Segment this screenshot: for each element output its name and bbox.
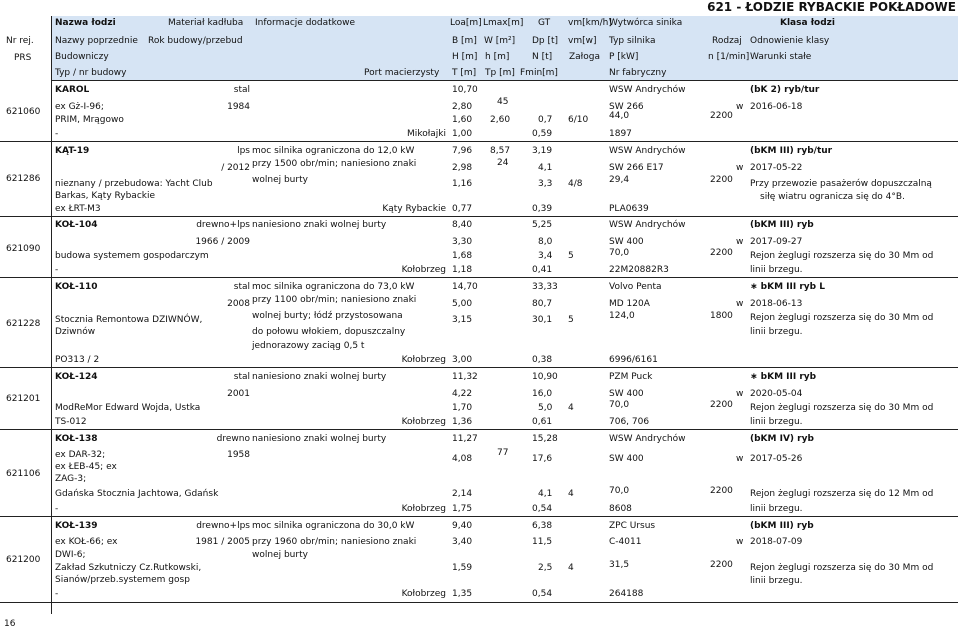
hull-type-number: - (55, 129, 59, 139)
engine-kind: w (736, 102, 744, 112)
previous-names-line-3: ZAG-3; (55, 474, 87, 484)
gt-value: 3,19 (532, 146, 553, 156)
engine-maker: ZPC Ursus (609, 521, 656, 531)
factory-number: 8608 (609, 504, 632, 514)
capacity-value: 3,4 (538, 251, 553, 261)
hdr-w: W [m²] (484, 36, 516, 46)
hull-material: drewno+lps (196, 220, 250, 230)
hdr-nazwa: Nazwa łodzi (55, 18, 116, 28)
draft-value: 0,77 (452, 204, 473, 214)
build-year: 2001 (227, 389, 250, 399)
conditions-line-2: linii brzegu. (750, 576, 803, 586)
record-divider (0, 602, 958, 603)
displacement-value: 11,5 (532, 537, 553, 547)
build-year: 1958 (227, 450, 250, 460)
hull-type-number: - (55, 504, 59, 514)
previous-names-line-2: ex ŁEB-45; ex (55, 462, 117, 472)
builder-line-1: Zakład Szkutniczy Cz.Rutkowski, (55, 563, 202, 573)
record-divider (0, 216, 958, 217)
rpm-value: 2200 (710, 175, 733, 185)
conditions-line-2: linii brzegu. (750, 265, 803, 275)
page-title: 621 - ŁODZIE RYBACKIE POKŁADOWE (707, 0, 956, 14)
beam-value: 3,40 (452, 537, 473, 547)
class-renewal: 2018-07-09 (750, 537, 803, 547)
engine-type: MD 120A (609, 299, 650, 309)
boat-name: KOŁ-110 (55, 282, 98, 292)
loa-value: 9,40 (452, 521, 473, 531)
freeboard-min-value: 0,54 (532, 589, 553, 599)
capacity-value: 30,1 (532, 315, 553, 325)
engine-maker: WSW Andrychów (609, 434, 686, 444)
registry-number: 621200 (6, 555, 41, 565)
hull-type-number: PO313 / 2 (55, 355, 100, 365)
depth-value: 2,14 (452, 489, 473, 499)
home-port: Kołobrzeg (401, 265, 446, 275)
hdr-klasa: Klasa łodzi (780, 18, 835, 28)
builder-line-2: Dziwnów (55, 327, 96, 337)
power-value: 70,0 (609, 486, 630, 496)
engine-type: SW 400 (609, 454, 644, 464)
engine-kind: w (736, 389, 744, 399)
previous-names-line-1: ex DAR-32; (55, 450, 106, 460)
beam-value: 2,80 (452, 102, 473, 112)
builder-line-2: Barkas, Kąty Rybackie (55, 191, 156, 201)
draft-value: 1,18 (452, 265, 473, 275)
home-port: Kołobrzeg (401, 589, 446, 599)
hull-material: lps (237, 146, 250, 156)
freeboard-min-value: 0,54 (532, 504, 553, 514)
class-renewal: 2017-05-26 (750, 454, 803, 464)
hull-material: stal (233, 372, 250, 382)
previous-names-line-2: DWI-6; (55, 550, 86, 560)
conditions-line-1: Rejon żeglugi rozszerza się do 12 Mm od (750, 489, 934, 499)
builder-line-1: Stocznia Remontowa DZIWNÓW, (55, 315, 203, 325)
conditions-line-2: linii brzegu. (750, 504, 803, 514)
loa-value: 10,70 (452, 85, 478, 95)
previous-names: ex Gż-I-96; (55, 102, 104, 112)
rpm-value: 2200 (710, 248, 733, 258)
power-value: 31,5 (609, 560, 630, 570)
registry-number: 621201 (6, 394, 41, 404)
record-divider (0, 429, 958, 430)
info-line-1: moc silnika ograniczona do 12,0 kW (252, 146, 415, 156)
boat-class: (bK 2) ryb/tur (750, 85, 820, 95)
freeboard-min-value: 0,61 (532, 417, 553, 427)
engine-maker: PZM Puck (609, 372, 653, 382)
record-divider (0, 277, 958, 278)
draft-value: 3,00 (452, 355, 473, 365)
gt-value: 15,28 (532, 434, 558, 444)
home-port: Kąty Rybackie (382, 204, 446, 214)
prs-label: PRS (14, 53, 32, 63)
column-divider (51, 16, 52, 614)
loa-value: 11,27 (452, 434, 478, 444)
crew-value: 5 (568, 315, 574, 325)
capacity-value: 0,7 (538, 115, 553, 125)
info-line-2: przy 1100 obr/min; naniesiono znaki (252, 295, 417, 305)
builder: ModReMor Edward Wojda, Ustka (55, 403, 201, 413)
hull-type-number: TS-012 (55, 417, 87, 427)
hdr-info: Informacje dodatkowe (255, 18, 355, 28)
engine-type: SW 266 E17 (609, 163, 664, 173)
info-line-1: moc silnika ograniczona do 73,0 kW (252, 282, 415, 292)
engine-kind: w (736, 454, 744, 464)
beam-value: 2,98 (452, 163, 473, 173)
sail-area-value: 24 (497, 158, 509, 168)
beam-value: 4,08 (452, 454, 473, 464)
hdr-t: T [m] (452, 68, 477, 78)
sail-area-value: 45 (497, 97, 509, 107)
hdr-vm: vm[km/h] (568, 18, 612, 28)
builder: PRIM, Mrągowo (55, 115, 124, 125)
gt-value: 10,90 (532, 372, 558, 382)
info-line-3: wolnej burty (252, 175, 308, 185)
factory-number: 22M20882R3 (609, 265, 669, 275)
build-year: 1981 / 2005 (195, 537, 250, 547)
loa-value: 8,40 (452, 220, 473, 230)
registry-number: 621106 (6, 469, 41, 479)
power-value: 70,0 (609, 400, 630, 410)
build-year: 2008 (227, 299, 250, 309)
hdr-gt: GT (538, 18, 551, 28)
draft-value: 1,00 (452, 129, 473, 139)
factory-number: 264188 (609, 589, 644, 599)
build-year: / 2012 (221, 163, 250, 173)
boat-name: KAROL (55, 85, 90, 95)
gt-value: 5,25 (532, 220, 553, 230)
engine-kind: w (736, 237, 744, 247)
boat-class: (bKM III) ryb (750, 220, 814, 230)
class-renewal: 2017-05-22 (750, 163, 803, 173)
engine-kind: w (736, 163, 744, 173)
hull-material: drewno+lps (196, 521, 250, 531)
conditions-line-1: Rejon żeglugi rozszerza się do 30 Mm od (750, 403, 934, 413)
draft-value: 1,75 (452, 504, 473, 514)
builder-line-1: nieznany / przebudowa: Yacht Club (55, 179, 213, 189)
freeboard-min-value: 0,41 (532, 265, 553, 275)
sail-area-value: 77 (497, 448, 509, 458)
hdr-h: H [m] (452, 52, 478, 62)
loa-value: 14,70 (452, 282, 478, 292)
conditions-line-2: linii brzegu. (750, 327, 803, 337)
page-number: 16 (4, 619, 16, 629)
record-divider (0, 141, 958, 142)
depth-value: 1,16 (452, 179, 473, 189)
factory-number: PLA0639 (609, 204, 649, 214)
power-value: 29,4 (609, 175, 630, 185)
capacity-value: 2,5 (538, 563, 553, 573)
factory-number: 6996/6161 (609, 355, 658, 365)
hdr-lmax: Lmax[m] (483, 18, 524, 28)
capacity-value: 3,3 (538, 179, 553, 189)
crew-value: 6/10 (568, 115, 589, 125)
engine-type: SW 400 (609, 237, 644, 247)
registry-number: 621060 (6, 107, 41, 117)
hdr-odnowienie: Odnowienie klasy (750, 36, 830, 46)
engine-maker: WSW Andrychów (609, 220, 686, 230)
capacity-value: 4,1 (538, 489, 553, 499)
build-year: 1966 / 2009 (195, 237, 250, 247)
loa-value: 11,32 (452, 372, 478, 382)
conditions-line-2: siłę wiatru ogranicza się do 4°B. (760, 192, 905, 202)
hull-type-number: ex ŁRT-M3 (55, 204, 101, 214)
home-port: Mikołajki (407, 129, 446, 139)
engine-type: SW 400 (609, 389, 644, 399)
rpm-value: 2200 (710, 111, 733, 121)
hdr-p: P [kW] (609, 52, 639, 62)
info-line-1: naniesiono znaki wolnej burty (252, 434, 387, 444)
boat-class: (bKM IV) ryb (750, 434, 814, 444)
hdr-rok: Rok budowy/przebud (148, 36, 243, 46)
hdr-poprzednie: Nazwy poprzednie (55, 36, 138, 46)
boat-name: KOŁ-139 (55, 521, 98, 531)
engine-kind: w (736, 537, 744, 547)
boat-name: KOŁ-104 (55, 220, 98, 230)
factory-number: 1897 (609, 129, 632, 139)
crew-value: 5 (568, 251, 574, 261)
home-port: Kołobrzeg (401, 417, 446, 427)
hdr-warunki: Warunki stałe (750, 52, 812, 62)
header-bottom-rule (51, 80, 958, 81)
hull-material: stal (233, 282, 250, 292)
displacement-value: 8,0 (538, 237, 553, 247)
gt-value: 6,38 (532, 521, 553, 531)
depth-value: 3,15 (452, 315, 473, 325)
home-port: Kołobrzeg (401, 504, 446, 514)
registry-number: 621286 (6, 174, 41, 184)
power-value: 70,0 (609, 248, 630, 258)
boat-class: ∗ bKM III ryb (750, 372, 817, 382)
info-line-1: naniesiono znaki wolnej burty (252, 372, 387, 382)
displacement-value: 4,1 (538, 163, 553, 173)
nr-rej-label: Nr rej. (6, 36, 34, 46)
hdr-n: n [1/min] (708, 52, 750, 62)
class-renewal: 2018-06-13 (750, 299, 803, 309)
engine-kind: w (736, 299, 744, 309)
hdr-dp: Dp [t] (532, 36, 559, 46)
depth-value: 1,70 (452, 403, 473, 413)
hdr-wytworca: Wytwórca sinika (609, 18, 683, 28)
rpm-value: 2200 (710, 400, 733, 410)
draft-value: 1,35 (452, 589, 473, 599)
boat-name: KOŁ-138 (55, 434, 98, 444)
hdr-tp: Tp [m] (485, 68, 515, 78)
beam-value: 3,30 (452, 237, 473, 247)
power-value: 124,0 (609, 311, 635, 321)
displacement-value: 80,7 (532, 299, 553, 309)
beam-value: 5,00 (452, 299, 473, 309)
info-line-3: wolnej burty (252, 550, 308, 560)
depth-value: 1,60 (452, 115, 473, 125)
rpm-value: 2200 (710, 560, 733, 570)
factory-number: 706, 706 (609, 417, 650, 427)
freeboard-h-value: 2,60 (490, 115, 511, 125)
depth-value: 1,59 (452, 563, 473, 573)
boat-class: (bKM III) ryb (750, 521, 814, 531)
displacement-value: 16,0 (532, 389, 553, 399)
hdr-budowniczy: Budowniczy (55, 52, 109, 62)
conditions-line-1: Przy przewozie pasażerów dopuszczalną (750, 179, 932, 189)
info-line-1: moc silnika ograniczona do 30,0 kW (252, 521, 415, 531)
beam-value: 4,22 (452, 389, 473, 399)
engine-maker: WSW Andrychów (609, 146, 686, 156)
class-renewal: 2017-09-27 (750, 237, 803, 247)
engine-type: SW 266 (609, 102, 644, 112)
info-line-2: przy 1960 obr/min; naniesiono znaki (252, 537, 417, 547)
builder-line-2: Sianów/przeb.systemem gosp (55, 575, 190, 585)
rpm-value: 2200 (710, 486, 733, 496)
depth-value: 1,68 (452, 251, 473, 261)
displacement-value: 17,6 (532, 454, 553, 464)
hdr-zaloga: Załoga (569, 52, 600, 62)
hull-type-number: - (55, 265, 59, 275)
loa-value: 7,96 (452, 146, 473, 156)
lmax-value: 8,57 (490, 146, 511, 156)
freeboard-min-value: 0,59 (532, 129, 553, 139)
record-divider (0, 367, 958, 368)
home-port: Kołobrzeg (401, 355, 446, 365)
registry-number: 621228 (6, 319, 41, 329)
engine-maker: Volvo Penta (609, 282, 662, 292)
class-renewal: 2020-05-04 (750, 389, 803, 399)
builder: budowa systemem gospodarczym (55, 251, 209, 261)
hdr-nr-fab: Nr fabryczny (609, 68, 667, 78)
freeboard-min-value: 0,39 (532, 204, 553, 214)
previous-names-line-1: ex KOŁ-66; ex (55, 537, 118, 547)
info-line-1: naniesiono znaki wolnej burty (252, 220, 387, 230)
gt-value: 33,33 (532, 282, 558, 292)
hdr-typ: Typ silnika (609, 36, 656, 46)
hdr-material: Materiał kadłuba (168, 18, 244, 28)
conditions-line-1: Rejon żeglugi rozszerza się do 30 Mm od (750, 313, 934, 323)
hdr-port: Port macierzysty (364, 68, 440, 78)
rpm-value: 1800 (710, 311, 733, 321)
engine-maker: WSW Andrychów (609, 85, 686, 95)
record-divider (0, 516, 958, 517)
hdr-b: B [m] (452, 36, 477, 46)
hdr-vmw: vm[w] (568, 36, 597, 46)
conditions-line-1: Rejon żeglugi rozszerza się do 30 Mm od (750, 251, 934, 261)
info-line-5: jednorazowy zaciąg 0,5 t (252, 341, 365, 351)
conditions-line-2: linii brzegu. (750, 417, 803, 427)
capacity-value: 5,0 (538, 403, 553, 413)
crew-value: 4 (568, 489, 574, 499)
hdr-rodzaj: Rodzaj (712, 36, 742, 46)
boat-class: (bKM III) ryb/tur (750, 146, 833, 156)
hdr-nt: N [t] (532, 52, 553, 62)
hdr-fmin: Fmin[m] (520, 68, 558, 78)
crew-value: 4 (568, 563, 574, 573)
class-renewal: 2016-06-18 (750, 102, 803, 112)
crew-value: 4 (568, 403, 574, 413)
draft-value: 1,36 (452, 417, 473, 427)
power-value: 44,0 (609, 111, 630, 121)
freeboard-min-value: 0,38 (532, 355, 553, 365)
info-line-3: wolnej burty; łódź przystosowana (252, 311, 403, 321)
crew-value: 4/8 (568, 179, 583, 189)
hdr-typ-nr: Typ / nr budowy (55, 68, 127, 78)
registry-number: 621090 (6, 244, 41, 254)
boat-class: ∗ bKM III ryb L (750, 282, 825, 292)
info-line-4: do połowu włokiem, dopuszczalny (252, 327, 406, 337)
boat-name: KĄT-19 (55, 146, 90, 156)
builder: Gdańska Stocznia Jachtowa, Gdańsk (55, 489, 219, 499)
engine-type: C-4011 (609, 537, 642, 547)
hull-material: stal (233, 85, 250, 95)
build-year: 1984 (227, 102, 250, 112)
boat-name: KOŁ-124 (55, 372, 98, 382)
hdr-loa: Loa[m] (450, 18, 482, 28)
hull-type-number: - (55, 589, 59, 599)
hdr-hn: h [m] (485, 52, 510, 62)
info-line-2: przy 1500 obr/min; naniesiono znaki (252, 159, 417, 169)
hull-material: drewno (216, 434, 250, 444)
conditions-line-1: Rejon żeglugi rozszerza się do 30 Mm od (750, 563, 934, 573)
